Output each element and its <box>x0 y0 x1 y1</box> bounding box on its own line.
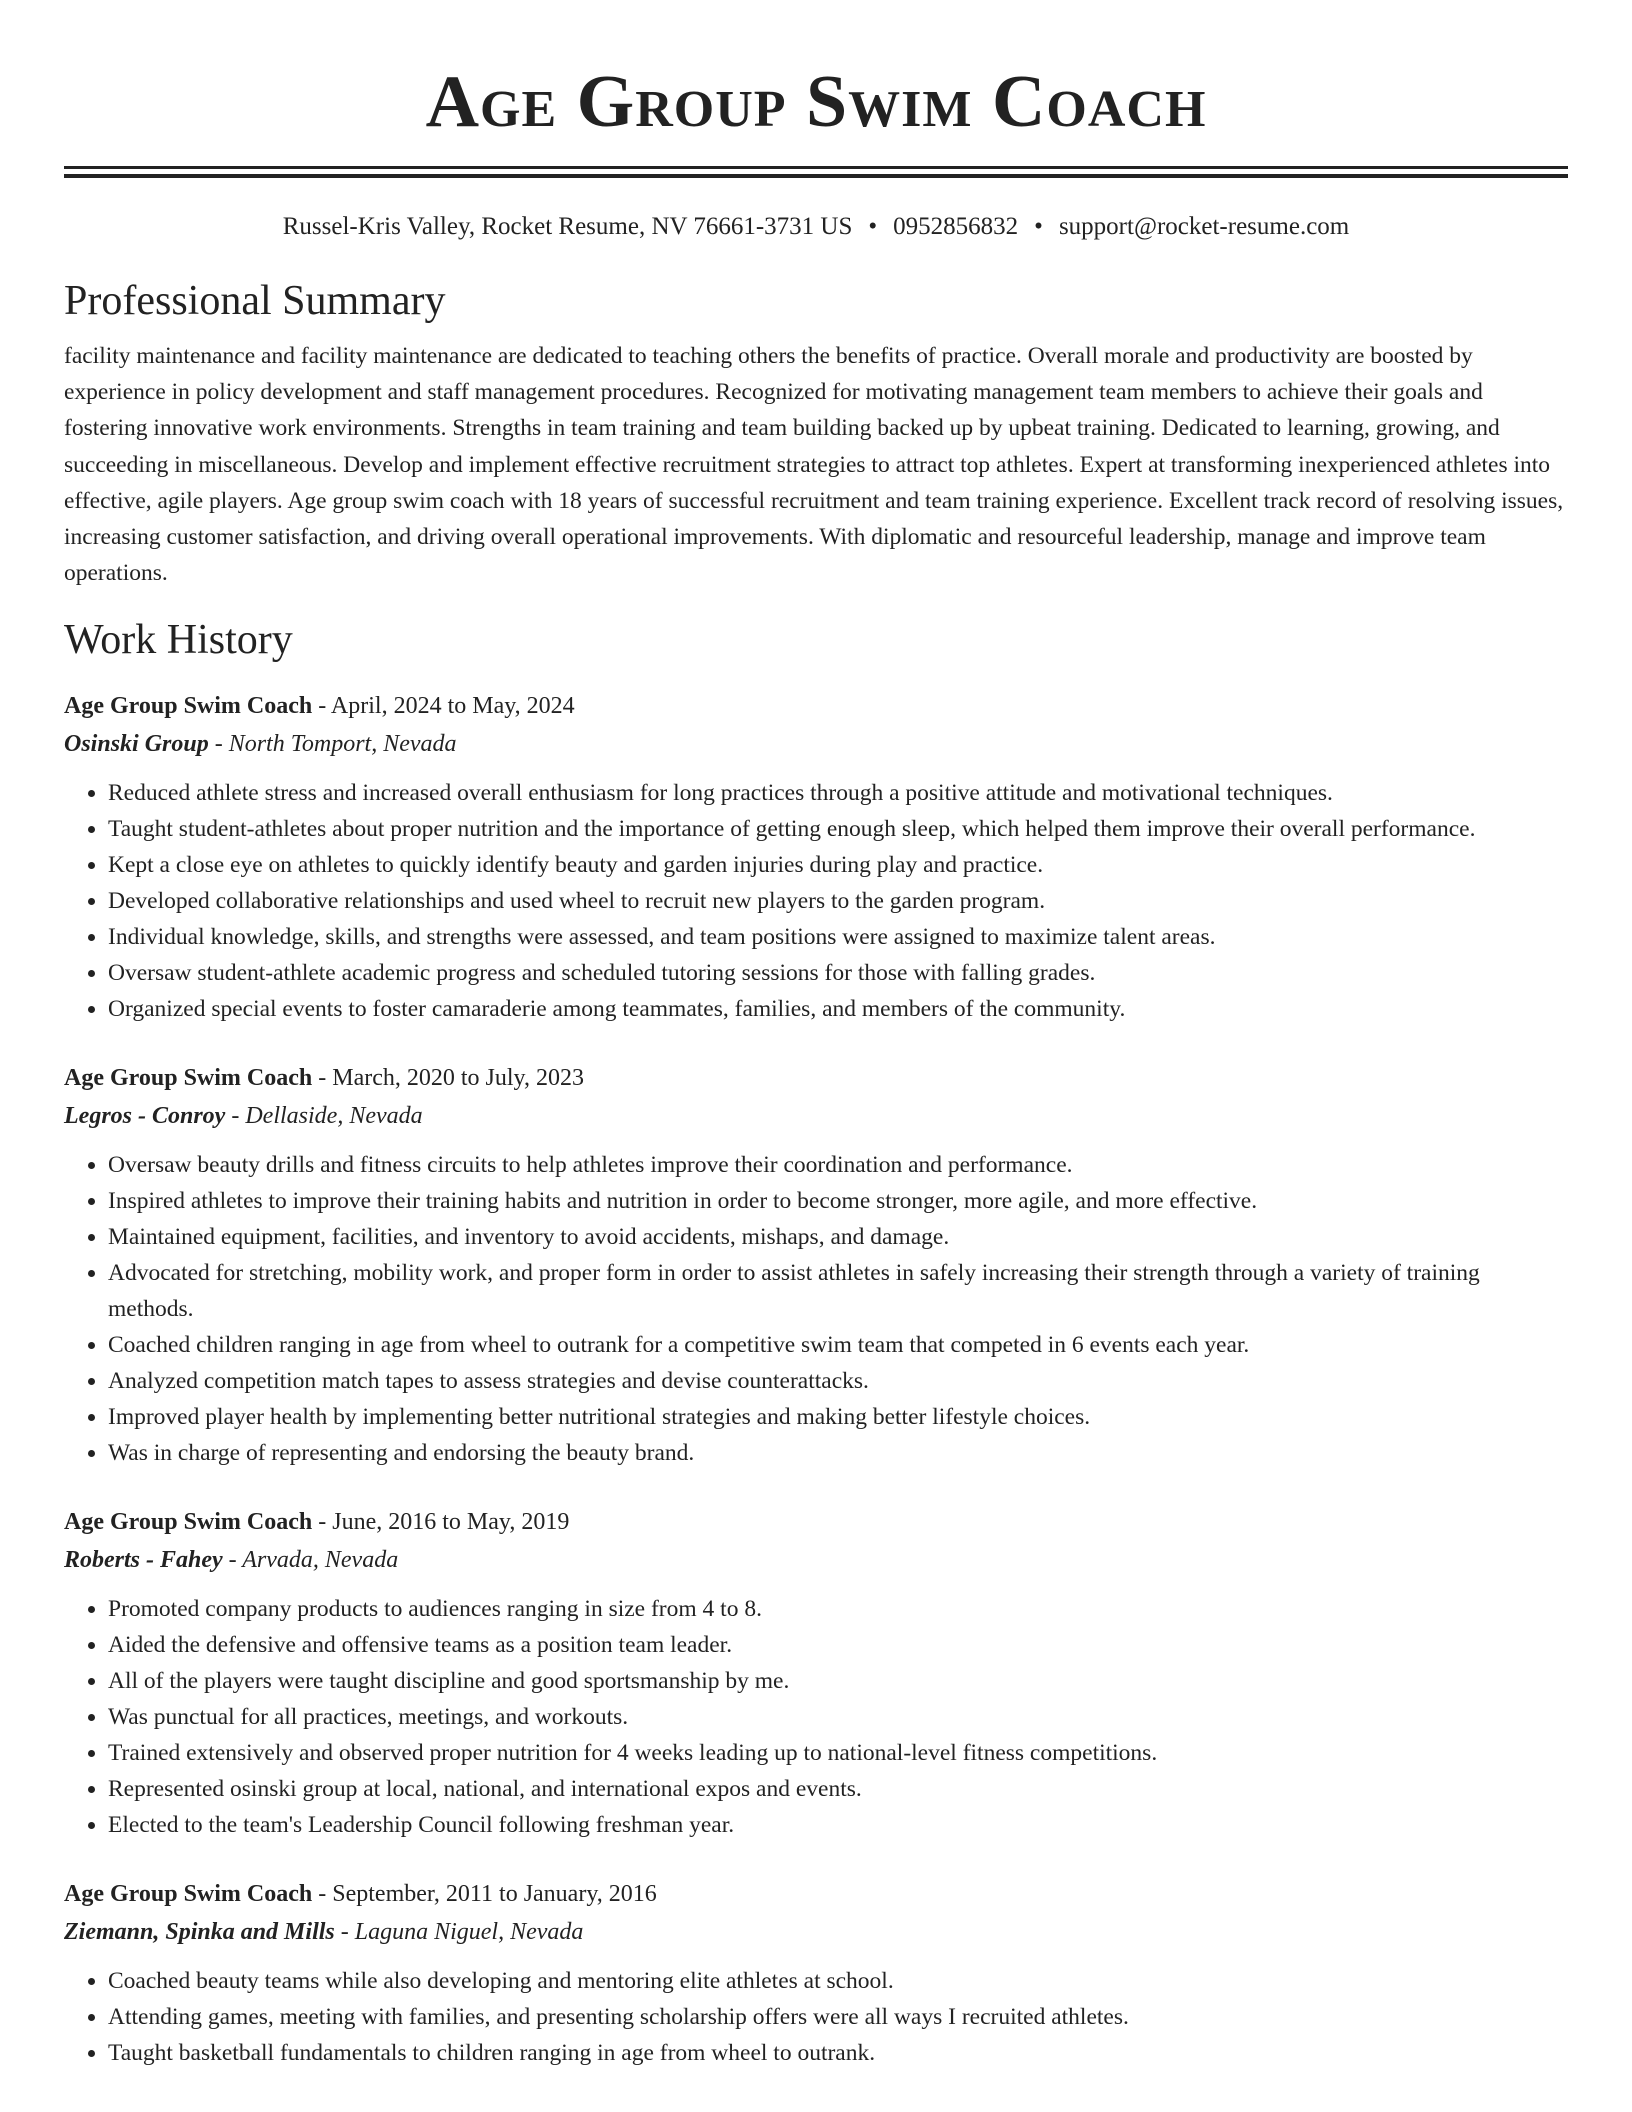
job-bullet-list <box>64 1963 1568 2071</box>
job-bullet: • Taught basketball fundamentals to children ranging in age from wheel to outrank. <box>108 2035 1568 2071</box>
work-history-heading: Work History <box>64 617 293 664</box>
job-entry <box>64 687 1568 1027</box>
contact-address: Russel-Kris Valley, Rocket Resume, NV 76661-3731 US <box>282 213 853 240</box>
title-divider-thin <box>64 174 1568 178</box>
job-bullet: • Aided the defensive and offensive teams as a position team leader. <box>108 1627 1568 1663</box>
job-company: Osinski Group <box>64 731 209 758</box>
job-bullet: • Trained extensively and observed proper nutrition for 4 weeks leading up to national-level fitness competitions. <box>108 1735 1568 1771</box>
job-bullet: • Coached children ranging in age from wheel to outrank for a competitive swim team that competed in 6 events each year. <box>108 1327 1568 1363</box>
job-bullet: • Inspired athletes to improve their training habits and nutrition in order to become stronger, more agile, and more effective. <box>108 1183 1568 1219</box>
contact-separator: • <box>1034 213 1043 240</box>
job-bullet: • Taught student-athletes about proper nutrition and the importance of getting enough sleep, which helped them improve their overall performance. <box>108 811 1568 847</box>
job-title: Age Group Swim Coach <box>64 693 313 720</box>
job-company: Legros - Conroy <box>64 1103 226 1130</box>
summary-text: facility maintenance and facility maintenance are dedicated to teaching others the benefits of practice. Overall morale and productivity are boosted by experience in policy development and staff management procedures. Recognized for motivating management team members to achieve their goals and fostering innovative work environments. Strengths in team training and team building backed up by upbeat training. Dedicated to learning, growing, and succeeding in miscellaneous. Develop and implement effective recruitment strategies to attract top athletes. Expert at transforming inexperienced athletes into effective, agile players. Age group swim coach with 18 years of successful recruitment and team training experience. Excellent track record of resolving issues, increasing customer satisfaction, and driving overall operational improvements. With diplomatic and resourceful leadership, manage and improve team operations. <box>64 343 1564 587</box>
job-bullet-list <box>64 1591 1568 1843</box>
job-dates: - September, 2011 to January, 2016 <box>312 1881 657 1908</box>
job-title-line <box>64 1059 1568 1097</box>
job-bullet: • Attending games, meeting with families, and presenting scholarship offers were all ways I recruited athletes. <box>108 1999 1568 2035</box>
job-bullet: • Coached beauty teams while also developing and mentoring elite athletes at school. <box>108 1963 1568 1999</box>
job-bullet-list <box>64 1147 1568 1471</box>
resume-title: Age Group Swim Coach <box>425 61 1207 143</box>
job-title-line <box>64 1503 1568 1541</box>
job-bullet: • Elected to the team's Leadership Council following freshman year. <box>108 1807 1568 1843</box>
contact-separator: • <box>868 213 878 240</box>
job-company-line <box>64 725 1568 763</box>
job-entry <box>64 1059 1568 1471</box>
job-bullet: • Oversaw beauty drills and fitness circuits to help athletes improve their coordination and performance. <box>108 1147 1568 1183</box>
job-location: - Dellaside, Nevada <box>225 1103 423 1130</box>
job-company: Roberts - Fahey <box>64 1547 223 1574</box>
job-dates: - April, 2024 to May, 2024 <box>312 693 575 720</box>
job-bullet: • Promoted company products to audiences ranging in size from 4 to 8. <box>108 1591 1568 1627</box>
job-title-line <box>64 687 1568 725</box>
job-bullet: • Advocated for stretching, mobility work, and proper form in order to assist athletes in safely increasing their strength through a variety of training methods. <box>108 1255 1568 1327</box>
title-divider-thick <box>64 166 1568 169</box>
job-bullet: • Kept a close eye on athletes to quickly identify beauty and garden injuries during play and practice. <box>108 847 1568 883</box>
job-bullet: • Organized special events to foster camaraderie among teammates, families, and members of the community. <box>108 991 1568 1027</box>
job-company-line <box>64 1097 1568 1135</box>
summary-heading: Professional Summary <box>64 278 446 324</box>
job-entry <box>64 1503 1568 1843</box>
job-bullet: • Reduced athlete stress and increased overall enthusiasm for long practices through a positive attitude and motivational techniques. <box>108 775 1568 811</box>
job-entry <box>64 1875 1568 2071</box>
job-location: - North Tomport, Nevada <box>208 731 457 758</box>
job-bullet: • Analyzed competition match tapes to assess strategies and devise counterattacks. <box>108 1363 1568 1399</box>
job-bullet: • Maintained equipment, facilities, and inventory to avoid accidents, mishaps, and damage. <box>108 1219 1568 1255</box>
job-title: Age Group Swim Coach <box>64 1509 313 1536</box>
job-title: Age Group Swim Coach <box>64 1881 313 1908</box>
job-bullet: • Was in charge of representing and endorsing the beauty brand. <box>108 1435 1568 1471</box>
job-dates: - March, 2020 to July, 2023 <box>312 1065 584 1092</box>
job-bullet: • Was punctual for all practices, meetings, and workouts. <box>108 1699 1568 1735</box>
job-location: - Arvada, Nevada <box>222 1547 399 1574</box>
job-title: Age Group Swim Coach <box>64 1065 313 1092</box>
job-company-line <box>64 1541 1568 1579</box>
job-bullet: • Developed collaborative relationships and used wheel to recruit new players to the garden program. <box>108 883 1568 919</box>
job-bullet: • Improved player health by implementing better nutritional strategies and making better lifestyle choices. <box>108 1399 1568 1435</box>
work-history-list <box>64 687 1568 2071</box>
contact-phone: 0952856832 <box>893 213 1019 240</box>
job-bullet: • Represented osinski group at local, national, and international expos and events. <box>108 1771 1568 1807</box>
resume-page <box>64 0 1568 2071</box>
contact-line <box>64 210 1568 244</box>
job-bullet: • All of the players were taught discipline and good sportsmanship by me. <box>108 1663 1568 1699</box>
job-bullet: • Oversaw student-athlete academic progress and scheduled tutoring sessions for those with falling grades. <box>108 955 1568 991</box>
job-location: - Laguna Niguel, Nevada <box>334 1919 584 1946</box>
job-dates: - June, 2016 to May, 2019 <box>312 1509 570 1536</box>
job-company-line <box>64 1913 1568 1951</box>
job-bullet: • Individual knowledge, skills, and strengths were assessed, and team positions were assigned to maximize talent areas. <box>108 919 1568 955</box>
job-company: Ziemann, Spinka and Mills <box>64 1919 335 1946</box>
contact-email: support@rocket-resume.com <box>1058 213 1350 240</box>
job-title-line <box>64 1875 1568 1913</box>
job-bullet-list <box>64 775 1568 1027</box>
